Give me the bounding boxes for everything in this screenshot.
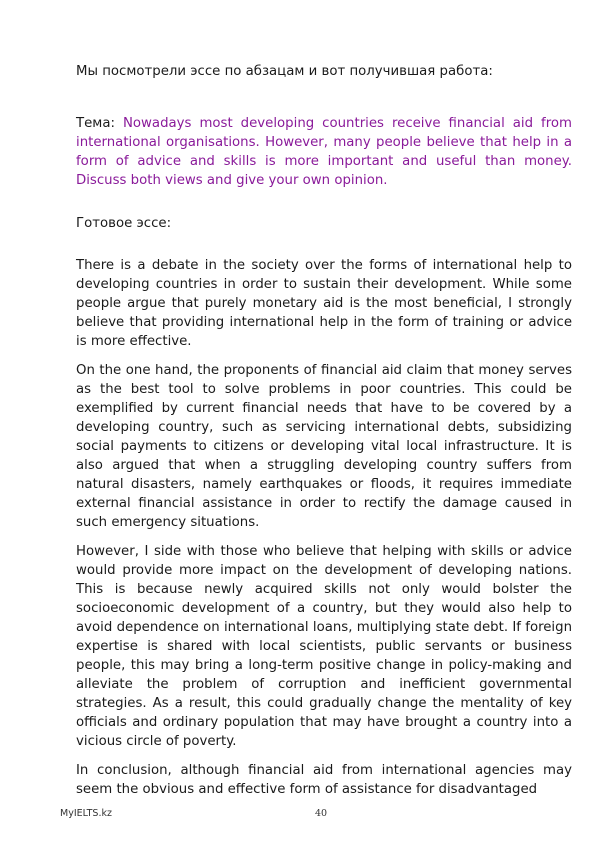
intro-text: Мы посмотрели эссе по абзацам и вот получившая работа: [76,64,493,79]
footer-site-name: MyIELTS.kz [60,808,112,819]
essay-paragraph-conclusion: In conclusion, although financial aid from international agencies may seem the obvious and effective form of assistance for disadvantaged [76,763,572,797]
topic-text: Nowadays most developing countries receive financial aid from international organisations. However, many people believe that help in a form of advice and skills is more important and useful than money. Discuss both views and give your own opinion. [76,116,572,188]
essay-topic [76,114,572,190]
essay-paragraph-introduction: There is a debate in the society over the forms of international help to developing countries in order to sustain their development. While some people argue that purely monetary aid is the most beneficial, I strongly believe that providing international help in the form of training or advice is more effective. [76,258,572,349]
ready-essay-heading: Готовое эссе: [76,216,172,231]
topic-label: Тема: [76,116,115,131]
page-content [76,62,572,809]
essay-paragraph-body-1: On the one hand, the proponents of financial aid claim that money serves as the best tool to solve problems in poor countries. This could be exemplified by current financial needs that have to be covered by a developing country, such as servicing international debts, subsidizing social payments to citizens or developing vital local infrastructure. It is also argued that when a struggling developing country suffers from natural disasters, namely earthquakes or floods, it requires immediate external financial assistance in order to rectify the damage caused in such emergency situations. [76,363,572,530]
page-number: 40 [315,808,328,819]
essay-body [76,256,572,799]
essay-paragraph-body-2: However, I side with those who believe that helping with skills or advice would provide more impact on the development of developing nations. This is because newly acquired skills not only would bolster the socioeconomic development of a country, but they would also help to avoid dependence on international loans, multiplying state debt. If foreign expertise is shared with local scientists, public servants or business people, this may bring a long-term positive change in policy-making and alleviate the problem of corruption and inefficient governmental strategies. As a result, this could gradually change the mentality of key officials and ordinary population that may have brought a country into a vicious circle of poverty. [76,544,572,749]
